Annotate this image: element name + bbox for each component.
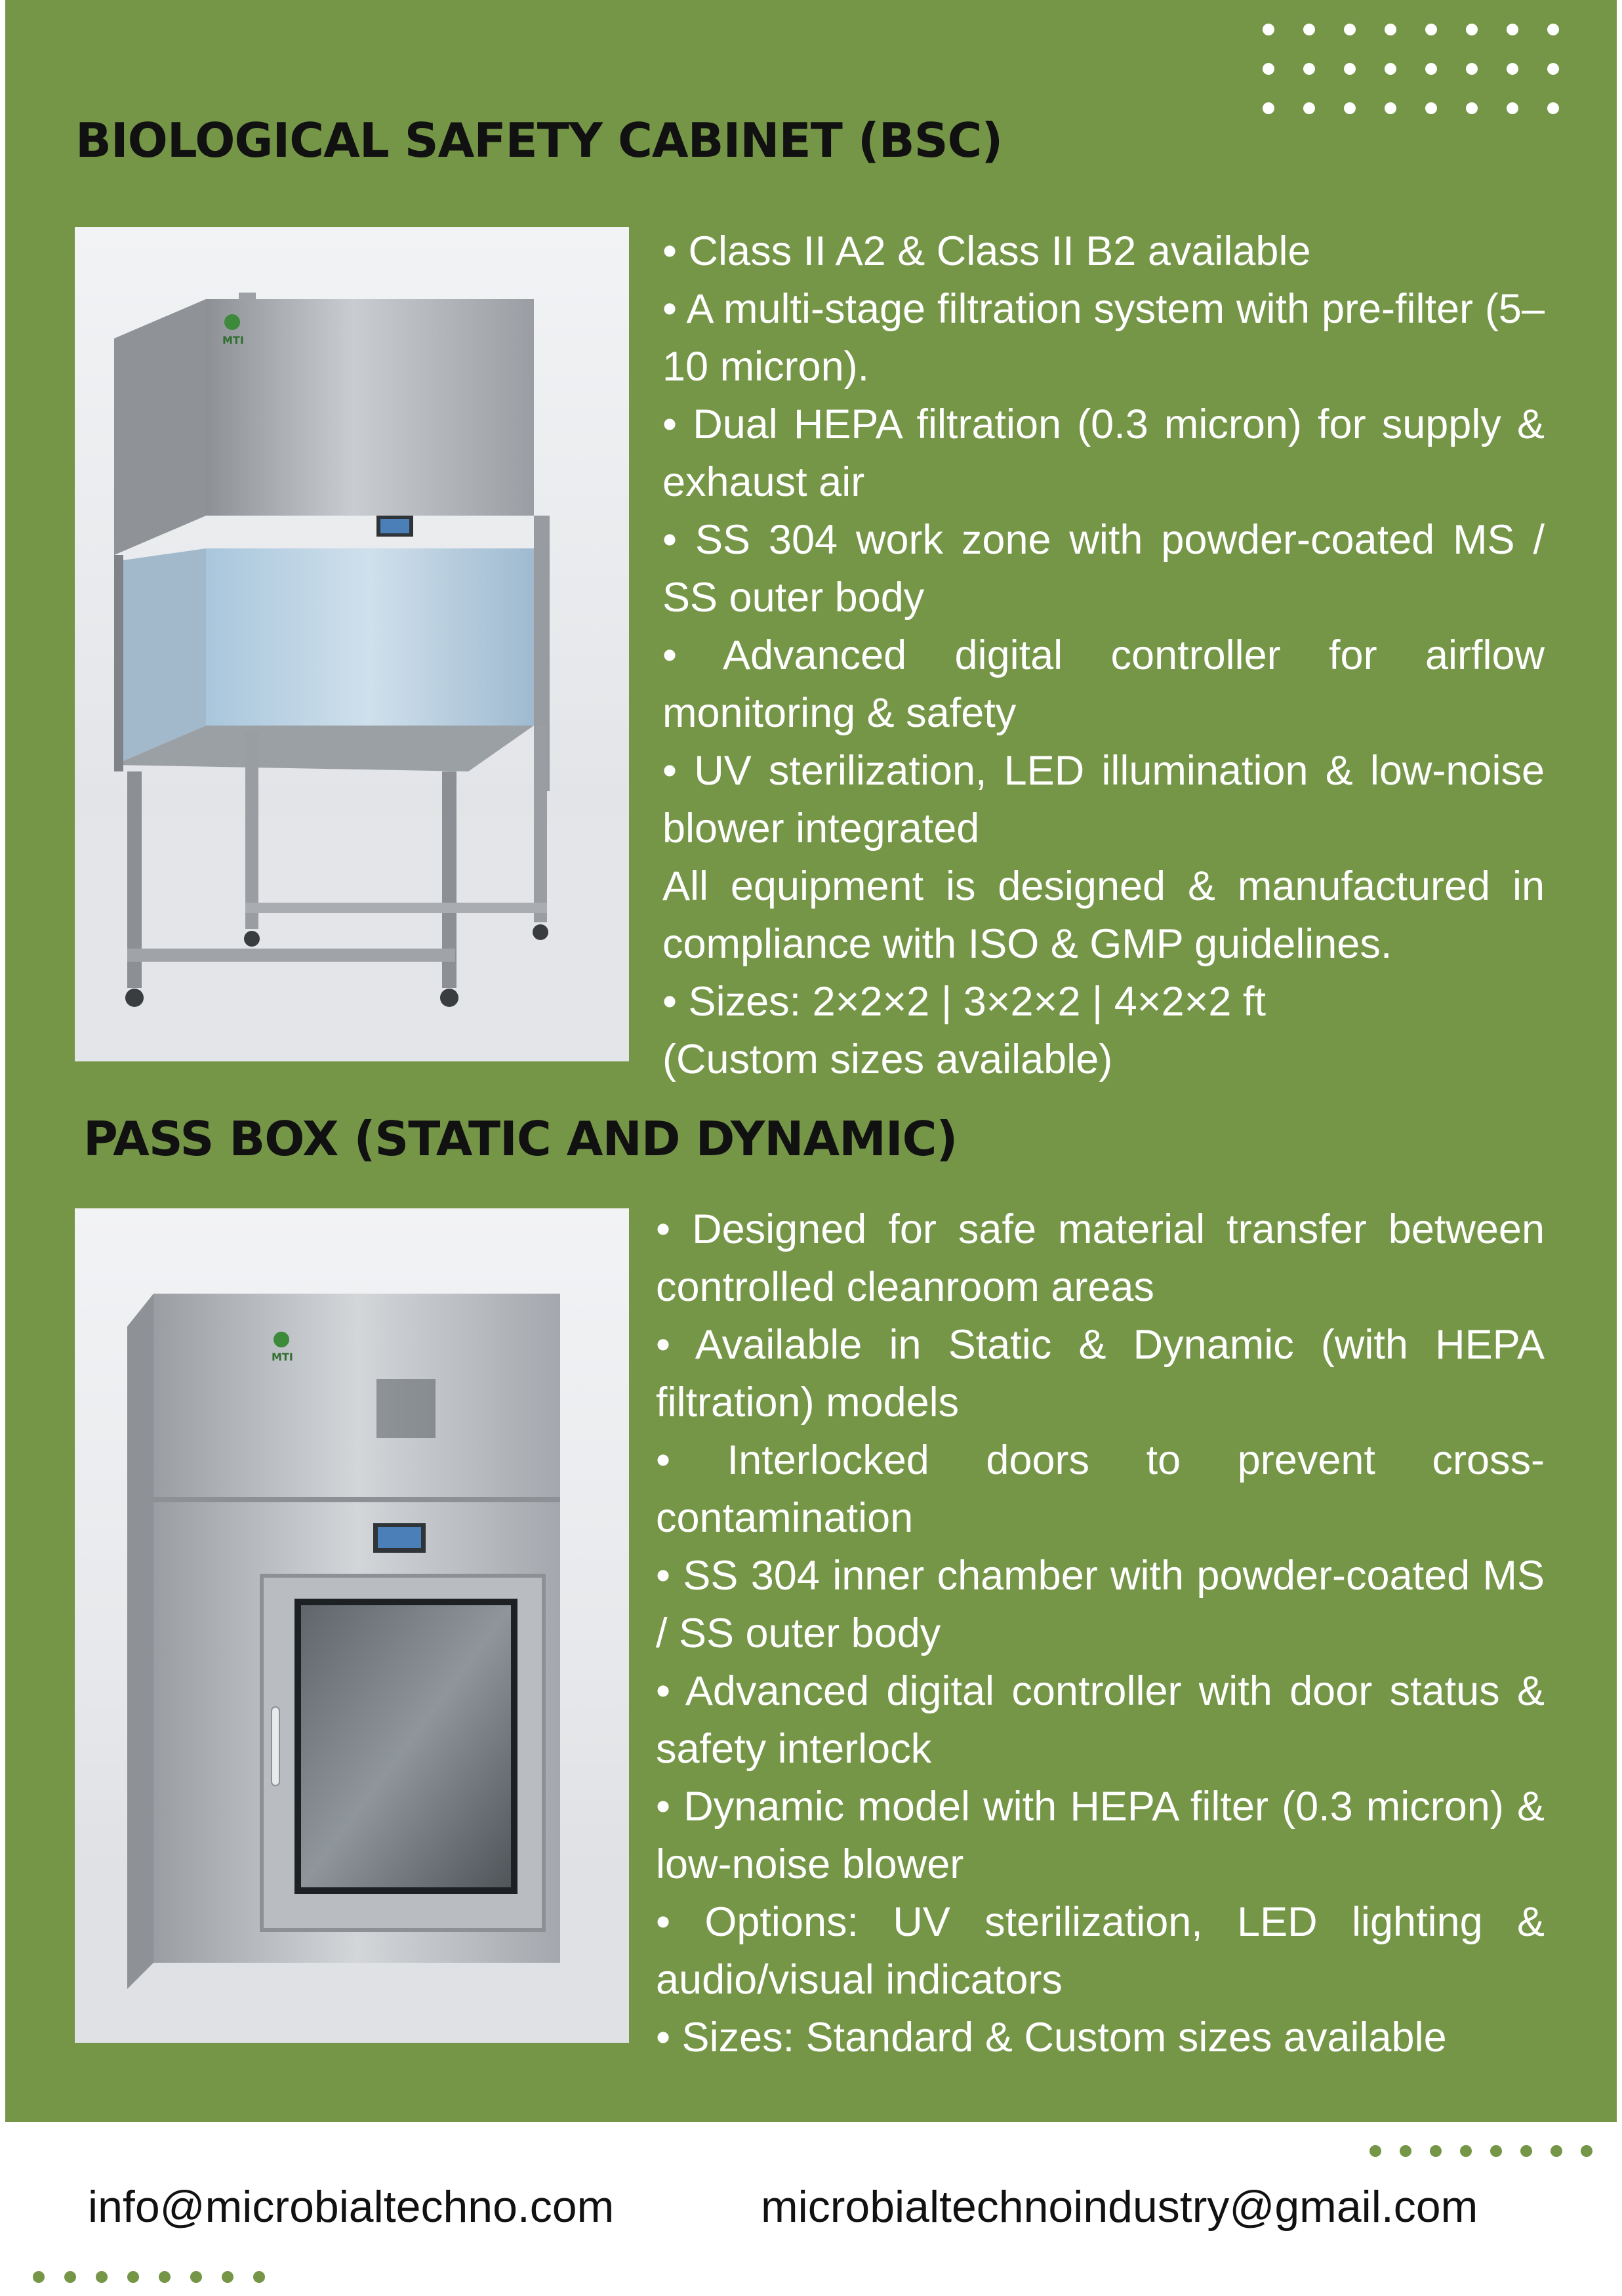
decorative-dot <box>96 2271 108 2283</box>
decorative-dot <box>1303 24 1315 35</box>
passbox-logo-text: MTI <box>272 1351 293 1363</box>
decorative-dot <box>222 2271 233 2283</box>
decorative-dot <box>159 2271 171 2283</box>
biosafety-cabinet-illustration <box>75 227 629 1061</box>
decorative-dot <box>1344 24 1356 35</box>
decorative-dot <box>1385 63 1396 75</box>
decorative-dot-grid-top <box>1263 24 1559 114</box>
decorative-dot <box>253 2271 265 2283</box>
decorative-dot <box>1466 63 1478 75</box>
decorative-dot <box>1547 24 1559 35</box>
bsc-custom-sizes-note: (Custom sizes available) <box>662 1036 1113 1082</box>
bsc-feature-1: • Class II A2 & Class II B2 available <box>662 228 1311 274</box>
decorative-dot <box>1507 63 1518 75</box>
contact-email-primary[interactable]: info@microbialtechno.com <box>88 2182 615 2232</box>
decorative-dot <box>1263 63 1274 75</box>
bsc-feature-5: • Advanced digital controller for airflow monitoring & safety <box>662 632 1545 736</box>
bsc-heading: BIOLOGICAL SAFETY CABINET (BSC) <box>75 113 1003 168</box>
decorative-dot <box>1263 102 1274 114</box>
decorative-dot <box>1547 102 1559 114</box>
bsc-description <box>662 222 1545 1088</box>
decorative-dot <box>1520 2145 1532 2157</box>
contact-email-secondary[interactable]: microbialtechnoindustry@gmail.com <box>761 2182 1478 2232</box>
decorative-dot <box>1385 24 1396 35</box>
passbox-heading: PASS BOX (STATIC AND DYNAMIC) <box>83 1111 958 1166</box>
decorative-dot <box>1425 24 1437 35</box>
passbox-description <box>656 1200 1545 2066</box>
passbox-feature-6: • Dynamic model with HEPA filter (0.3 micron) & low-noise blower <box>656 1784 1545 1887</box>
decorative-dot <box>1385 102 1396 114</box>
decorative-dot <box>1303 102 1315 114</box>
pass-box-illustration <box>75 1208 629 2043</box>
bsc-feature-3: • Dual HEPA filtration (0.3 micron) for supply & exhaust air <box>662 401 1545 505</box>
passbox-feature-2: • Available in Static & Dynamic (with HEPA filtration) models <box>656 1322 1545 1425</box>
bsc-feature-4: • SS 304 work zone with powder-coated MS / SS outer body <box>662 517 1545 621</box>
bsc-compliance-note: All equipment is designed & manufactured in compliance with ISO & GMP guidelines. <box>662 863 1545 967</box>
decorative-dot-row-right <box>1369 2145 1592 2157</box>
decorative-dot <box>127 2271 139 2283</box>
decorative-dot <box>1490 2145 1502 2157</box>
decorative-dot <box>1425 63 1437 75</box>
decorative-dot <box>1430 2145 1442 2157</box>
bsc-product-photo <box>75 227 629 1061</box>
decorative-dot <box>1263 24 1274 35</box>
decorative-dot <box>190 2271 202 2283</box>
decorative-dot <box>1400 2145 1411 2157</box>
decorative-dot-row-left <box>33 2271 265 2283</box>
decorative-dot <box>1369 2145 1381 2157</box>
decorative-dot <box>1460 2145 1472 2157</box>
bsc-feature-2: • A multi-stage filtration system with pre-filter (5–10 micron). <box>662 286 1545 390</box>
passbox-feature-5: • Advanced digital controller with door status & safety interlock <box>656 1668 1545 1772</box>
decorative-dot <box>1466 24 1478 35</box>
decorative-dot <box>1344 102 1356 114</box>
decorative-dot <box>33 2271 45 2283</box>
decorative-dot <box>1581 2145 1592 2157</box>
decorative-dot <box>64 2271 76 2283</box>
decorative-dot <box>1507 24 1518 35</box>
decorative-dot <box>1425 102 1437 114</box>
passbox-feature-1: • Designed for safe material transfer between controlled cleanroom areas <box>656 1206 1545 1310</box>
passbox-sizes: • Sizes: Standard & Custom sizes available <box>656 2015 1447 2060</box>
decorative-dot <box>1466 102 1478 114</box>
bsc-logo-text: MTI <box>222 334 244 346</box>
passbox-product-photo <box>75 1208 629 2043</box>
decorative-dot <box>1547 63 1559 75</box>
passbox-feature-7: • Options: UV sterilization, LED lighting & audio/visual indicators <box>656 1899 1545 2003</box>
passbox-feature-3: • Interlocked doors to prevent cross-contamination <box>656 1437 1545 1541</box>
bsc-sizes: • Sizes: 2×2×2 | 3×2×2 | 4×2×2 ft <box>662 979 1266 1025</box>
decorative-dot <box>1507 102 1518 114</box>
bsc-feature-6: • UV sterilization, LED illumination & low-noise blower integrated <box>662 748 1545 851</box>
decorative-dot <box>1551 2145 1562 2157</box>
decorative-dot <box>1344 63 1356 75</box>
decorative-dot <box>1303 63 1315 75</box>
passbox-feature-4: • SS 304 inner chamber with powder-coated MS / SS outer body <box>656 1553 1545 1656</box>
